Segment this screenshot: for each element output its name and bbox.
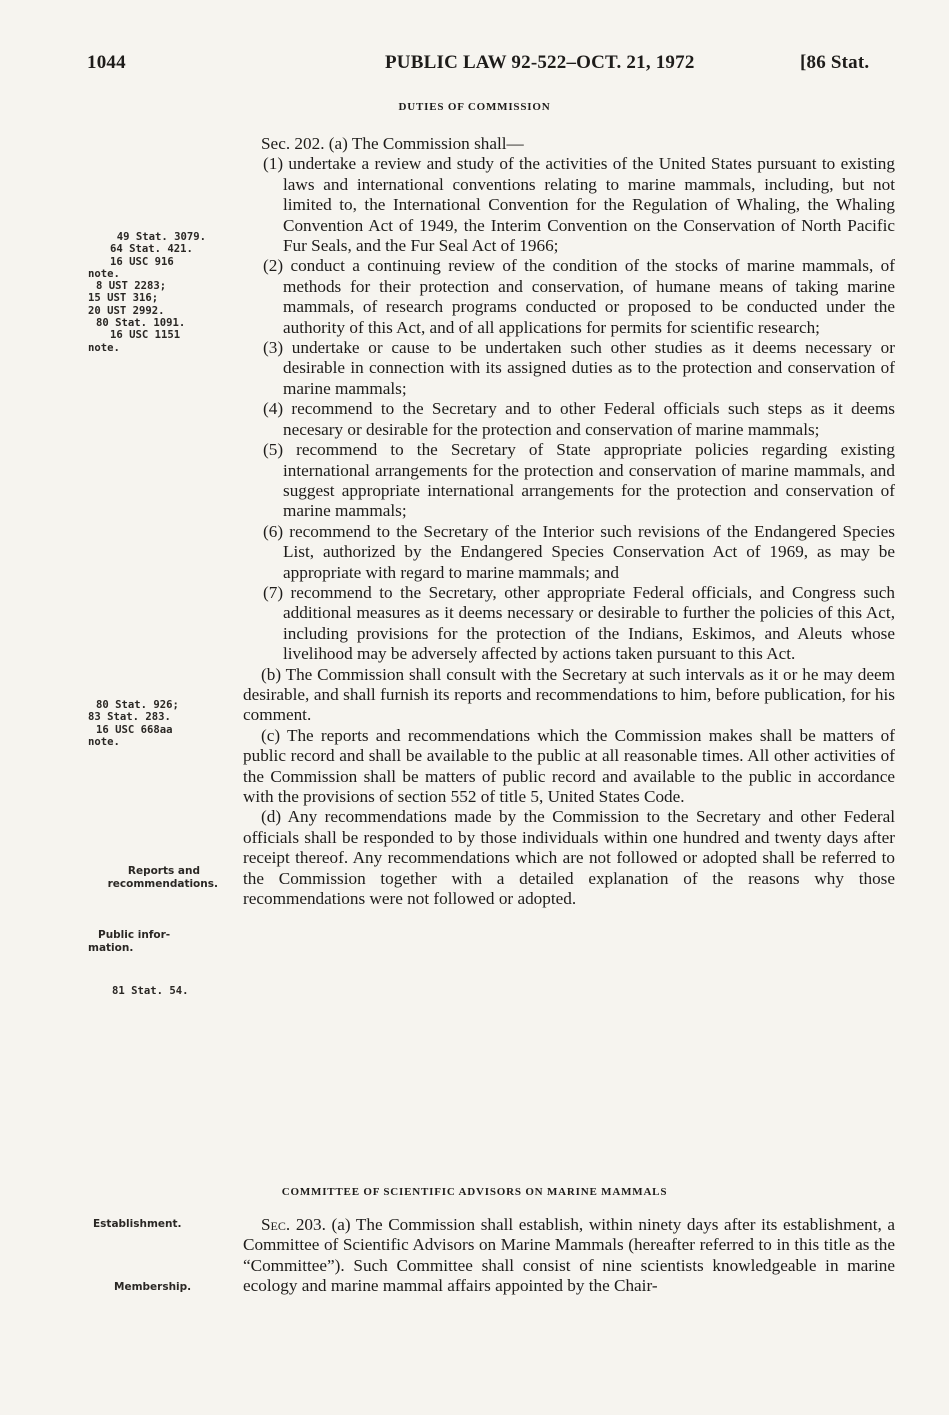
paragraph-b: (b) The Commission shall consult with the Secretary at such intervals as it or he may deem desirable, and shall furnish its reports and recommendations to him, before publication, for his comment.	[243, 664, 895, 725]
margin-citation: 15 UST 316;	[88, 292, 159, 305]
margin-public-info	[88, 929, 198, 955]
margin-citation: 83 Stat. 283.	[88, 711, 171, 724]
duty-item: (7) recommend to the Secretary, other appropriate Federal officials, and Congress such additional measures as it deems necessary or desirable to further the policies of this Act, including provisions for the protection of the Indians, Eskimos, and Aleuts whose livelihood may be adversely affected by actions taken pursuant to this Act.	[263, 582, 895, 664]
margin-citation: 16 USC 1151	[110, 329, 181, 342]
margin-citation: 49 Stat. 3079.	[116, 231, 206, 243]
duty-item: (2) conduct a continuing review of the condition of the stocks of marine mammals, of methods for their protection and conservation, of humane means of taking marine mammals, of research programs conducted or proposed to be conducted under the authority of this Act, and of all applications for permits for scientific research;	[263, 256, 895, 337]
section-heading-committee: COMMITTEE OF SCIENTIFIC ADVISORS ON MARINE MAMMALS	[281, 1186, 668, 1198]
paragraph-d: (d) Any recommendations made by the Commission to the Secretary and other Federal officials shall be responded to by those individuals within one hundred and twenty days after receipt thereof. Any recommendations which are not followed or adopted shall be referred to the Commission together with a detailed explanation of the reasons why those recommendations were not followed or adopted.	[243, 807, 895, 909]
margin-citation: note.	[88, 735, 120, 748]
volume-label: [86 Stat.	[800, 52, 870, 73]
duty-item: (1) undertake a review and study of the activities of the United States pursuant to existing laws and international conventions relating to marine mammals, including, but not limited to, the International Convention for the Regulation of Whaling, the Whaling Convention Act of 1949, the Interim Convention on the Conservation of North Pacific Fur Seals, and the Fur Seal Act of 1966;	[263, 154, 895, 256]
margin-citation: 20 UST 2992.	[88, 304, 165, 317]
sec-label: Sec.	[261, 1215, 291, 1234]
margin-membership: Membership.	[114, 1281, 192, 1293]
margin-citation: 64 Stat. 421.	[110, 243, 193, 256]
section-203-text	[243, 1215, 895, 1297]
page-number: 1044	[87, 52, 126, 73]
margin-citation: 8 UST 2283;	[96, 280, 167, 293]
margin-label: Reports and	[127, 865, 200, 877]
duty-item: (3) undertake or cause to be undertaken such other studies as it deems necessary or desirable in connection with its assigned duties as to the protection and conservation of marine mammals;	[263, 338, 895, 398]
margin-citations-2	[88, 699, 218, 748]
margin-citation: 80 Stat. 926;	[96, 699, 179, 711]
paragraph-c: (c) The reports and recommendations which the Commission makes shall be matters of public record and shall be available to the public at all reasonable times. All other activities of the Commission shall be matters of public record and available to the public in accordance with the provisions of section 552 of title 5, United States Code.	[243, 725, 895, 806]
duty-item: (5) recommend to the Secretary of State appropriate policies regarding existing international arrangements for the protection and conservation of marine mammals, and suggest appropriate international arrangements for the protection and conservation of marine mammals;	[263, 440, 895, 521]
duty-item: (4) recommend to the Secretary and to other Federal officials such steps as it deems necesary or desirable for the protection and conservation of marine mammals;	[263, 399, 895, 439]
margin-label: Public infor-	[98, 929, 171, 941]
page-title: PUBLIC LAW 92-522–OCT. 21, 1972	[385, 52, 695, 73]
margin-citations-1	[88, 231, 208, 354]
margin-establishment: Establishment.	[93, 1218, 182, 1230]
margin-reports	[86, 865, 218, 891]
margin-citation: note.	[88, 341, 120, 354]
margin-label: recommendations.	[107, 878, 218, 890]
margin-citation: 16 USC 916	[110, 255, 174, 268]
section-203-body	[243, 1215, 895, 1297]
section-heading-duties: DUTIES OF COMMISSION	[398, 101, 551, 113]
margin-citation: 16 USC 668aa	[96, 723, 173, 736]
margin-citation-3: 81 Stat. 54.	[112, 985, 189, 997]
section-202-body	[243, 134, 895, 909]
margin-citation: note.	[88, 267, 120, 280]
section-202-intro: Sec. 202. (a) The Commission shall—	[261, 134, 524, 153]
margin-citation: 80 Stat. 1091.	[96, 317, 186, 330]
duty-item: (6) recommend to the Secretary of the Interior such revisions of the Endangered Species List, authorized by the Endangered Species Conservation Act of 1969, as may be appropriate with regard to marine mammals; and	[263, 521, 895, 582]
section-203-content: 203. (a) The Commission shall establish, within ninety days after its establishment, a Committee of Scientific Advisors on Marine Mammals (hereafter referred to in this title as the “Committee”). Such Committee shall consist of nine scientists knowledgeable in marine ecology and marine mammal affairs appointed by the Chair-	[243, 1215, 895, 1296]
margin-label: mation.	[88, 942, 134, 954]
